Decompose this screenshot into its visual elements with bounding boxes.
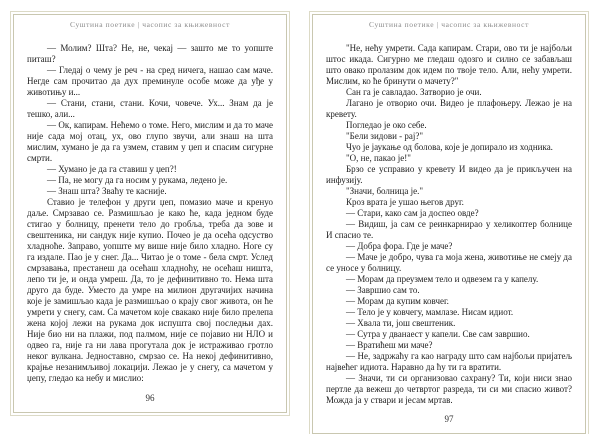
paragraph: Погледао је око себе. [346,120,427,130]
paragraph: — Стари, како сам ја доспео овде? [346,208,479,218]
paragraph: Ставио је телефон у други џеп, помазио маче и кренуо даље. Смрзавао се. Размишљао је како ће, када једном буде стигао у болницу, пренети тело до гробља, треба да зове и свештеника, ни сандук није купио. Почео је да осећа одсуство хладноће. Заправо, уопште му више није било хладно. Ноге су га издале. Пао је у снег. Да... Читао је о томе - бела смрт. Услед смрзавања, престанеш да осећаш хладноћу, не осећаш ништа, лепо ти је, и онда умреш. Да, то је дефинитивно то. Нема шта друго да буде. Уместо да умре на милион другачијих начина које је замишљао када је размишљао о крају свог живота, он ће умрети у снегу, сам. Са мачетом које свакако није било прелепа жена којој лежи на рукама док испушта свој последњи дах. Није био ни на плажи, под палмом, није се појавио ни НЛО и одвео га, није га ни лава прогутала док је истраживао гротло неког вулкана. Једноставно, смрзао се. На некој дефинитивно, крајње незанимљивој локацији. Лежао је у снегу, са мачетом у џепу, гледао ка небу и мислио: [27,197,273,383]
paragraph: — Тело је у ковчегу, мамлазе. Нисам идиот. [346,307,514,317]
running-header: Суштина поетике | часопис за књижевност [369,20,529,29]
paragraph: — Вратићеш ми маче? [346,340,433,350]
paragraph: — Знаш шта? Зваћу те касније. [47,186,167,196]
paragraph: — Хумано је да га ставиш у џеп?! [47,164,177,174]
paragraph: — Маче је добро, чува га моја жена, животиње не смеју да се уносе у болницу. [326,252,572,273]
running-header: Суштина поетике | часопис за књижевност [70,20,230,29]
paragraph: — Морам да купим ковчег. [346,296,449,306]
paragraph: — Па, не могу да га носим у рукама, ледено је. [47,175,228,185]
page-number: 96 [145,393,155,403]
paragraph: Кроз врата је ушао његов друг. [346,197,464,207]
paragraph: Брзо се усправио у кревету И видео да је прикључен на инфузију. [326,164,572,185]
paragraph: — Сутра у дванаест у капели. Све сам завршио. [346,329,530,339]
paragraph: — Завршио сам то. [346,285,420,295]
paragraph: — Не, задржаћу га као награду што сам најбољи пријатељ највећег идиота. Наравно да ћу ти га вратити. [326,351,572,372]
page-number: 97 [444,414,454,424]
right-page [312,14,586,434]
left-page [13,14,287,413]
paragraph: — Гледај о чему је реч - на сред ничега, нашао сам маче. Негде сам прочитао да дух преминуле особе може да уђе у животињу и... [27,65,273,97]
paragraph: — Добра фора. Где је маче? [346,241,453,251]
paragraph: "Значи, болница је." [346,186,424,196]
paragraph: "Не, нећу умрети. Сада капирам. Стари, ово ти је најбољи штос икада. Сигурно ме гледаш одозго и силно се забављаш што овако пролазим док идем по твоје тело. Али, нећу умрети. Мислим, ко ће бринути о мачету?" [326,43,572,86]
paragraph: — Морам да преузмем тело и одвезем га у капелу. [346,274,539,284]
paragraph: Сан га је савладао. Затворио је очи. [346,87,482,97]
paragraph: Чуо је јаукање од болова, које је допирало из ходника. [346,142,553,152]
paragraph: "О, не, пакао је!" [346,153,411,163]
paragraph: — Видиш, ја сам се реинкарнирао у хеликоптер болнице И спасио те. [326,219,572,240]
paragraph: — Молим? Шта? Не, не, чекај — зашто ме то уопште питаш? [27,43,273,64]
paragraph: — Значи, ти си организовао сахрану? Ти, који ниси знао пертле да вежеш до четвртог разреда, ти си ми спасио живот? Можда ја у ствари и јесам мртав. [326,373,572,405]
paragraph: — Ок, капирам. Нећемо о томе. Него, мислим и да то маче није сада мој отац, ух, ово глупо звучи, али знаш на шта мислим, хумано је да га узмем, ставим у џеп и спасим сигурне смрти. [27,120,273,163]
paragraph: Лагано је отворио очи. Видео је плафоњеру. Лежао је на кревету. [326,98,572,119]
paragraph: "Бели зидови - рај?" [346,131,424,141]
paragraph: — Хвала ти, још свештеник. [346,318,456,328]
page-body-text [27,43,273,385]
page-body-text [326,43,572,406]
paragraph: — Стани, стани, стани. Кочи, човече. Ух... Знам да је тешко, али... [27,98,273,119]
